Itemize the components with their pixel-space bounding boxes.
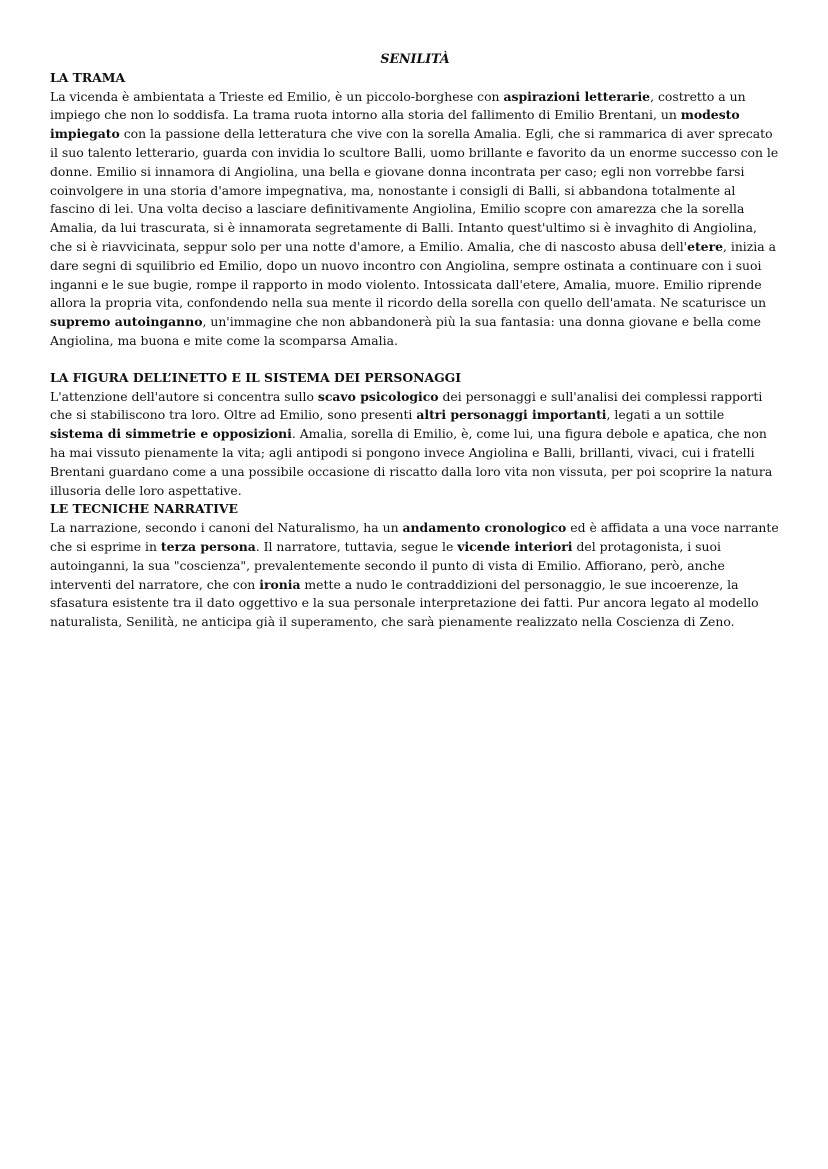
text-span: , costretto a un impiego che non lo soddisfa. La trama ruota intorno alla storia del fallimento di Emilio Brentani, un (50, 88, 746, 123)
section-heading-trama: LA TRAMA (50, 69, 126, 85)
document-title: SENILITÀ (380, 51, 450, 66)
bold-term: modesto impiegato (50, 107, 740, 142)
section-heading-tecniche: LE TECNICHE NARRATIVE (50, 501, 238, 517)
bold-term: sistema di simmetrie e opposizioni (50, 426, 292, 442)
text-span: dei personaggi e sull'analisi dei complessi rapporti che si stabiliscono tra loro. Oltre ad Emilio, sono presenti (50, 388, 763, 423)
bold-term: ironia (259, 576, 301, 592)
text-span: con la passione della letteratura che vive con la sorella Amalia. Egli, che si rammarica di aver sprecato il suo talento letterario, guarda con invidia lo scultore Balli, uomo brillante e favorito da un enorme successo con le donne. Emilio si innamora di Angiolina, una bella e giovane donna incontrata per caso; egli non vorrebbe farsi coinvolgere in una storia d'amore impegnativa, ma, nonostante i consigli di Balli, si abbandona totalmente al fascino di lei. Una volta deciso a lasciare definitivamente Angiolina, Emilio scopre con amarezza che la sorella Amalia, da lui trascurata, si è innamorata segretamente di Balli. Intanto quest'ultimo si è invaghito di Angiolina, che si è riavvicinata, seppur solo per una notte d'amore, a Emilio. Amalia, che di nascosto abusa dell' (50, 126, 779, 254)
document-page (50, 50, 780, 632)
text-span: , legati a un sottile (606, 407, 725, 423)
text-span: L'attenzione dell'autore si concentra sullo (50, 388, 318, 404)
bold-term: etere (687, 238, 723, 254)
bold-term: terza persona (160, 538, 256, 554)
text-span: . Amalia, sorella di Emilio, è, come lui, una figura debole e apatica, che non ha mai vissuto pienamente la vita; agli antipodi si pongono invece Angiolina e Balli, brillanti, vivaci, cui i fratelli Brentani guardano come a una possibile occasione di riscatto dalla loro vita non vissuta, per poi scoprire la natura illusoria delle loro aspettative. (50, 426, 773, 498)
text-span: La narrazione, secondo i canoni del Naturalismo, ha un (50, 520, 403, 536)
section-spacer (50, 351, 780, 369)
text-span: . Il narratore, tuttavia, segue le (255, 538, 458, 554)
bold-term: vicende interiori (457, 538, 573, 554)
text-span: mette a nudo le contraddizioni del personaggio, le sue incoerenze, la sfasatura esistente tra il dato oggettivo e la sua personale interpretazione dei fatti. Pur ancora legato al modello naturalista, Senilità, ne anticipa già il superamento, che sarà pienamente realizzato nella Coscienza di Zeno. (50, 576, 759, 630)
text-span: , un'immagine che non abbandonerà più la sua fantasia: una donna giovane e bella come Angiolina, ma buona e mite come la scomparsa Amalia. (50, 314, 761, 348)
text-span: , inizia a dare segni di squilibrio ed Emilio, dopo un nuovo incontro con Angiolina, sempre ostinata a continuare con i suoi inganni e le sue bugie, rompe il rapporto in modo violento. Intossicata dall'etere, Amalia, muore. Emilio riprende allora la propria vita, confondendo nella sua mente il ricordo della sorella con quello dell'amata. Ne scaturisce un (50, 238, 776, 311)
text-span: ed è affidata a una voce narrante che si esprime in (50, 520, 779, 554)
section-heading-inetto: LA FIGURA DELL’INETTO E IL SISTEMA DEI PERSONAGGI (50, 369, 462, 385)
bold-term: supremo autoinganno (50, 314, 203, 330)
text-span: La vicenda è ambientata a Trieste ed Emilio, è un piccolo-borghese con (50, 88, 504, 104)
paragraph-inetto (50, 388, 780, 501)
bold-term: altri personaggi importanti (416, 407, 607, 423)
bold-term: scavo psicologico (317, 388, 439, 404)
bold-term: andamento cronologico (402, 520, 567, 536)
text-span: del protagonista, i suoi autoinganni, la sua "coscienza", prevalentemente secondo il punto di vista di Emilio. Affiorano, però, anche interventi del narratore, che con (50, 538, 725, 592)
bold-term: aspirazioni letterarie (503, 88, 651, 104)
paragraph-trama (50, 88, 780, 351)
paragraph-tecniche (50, 519, 780, 632)
